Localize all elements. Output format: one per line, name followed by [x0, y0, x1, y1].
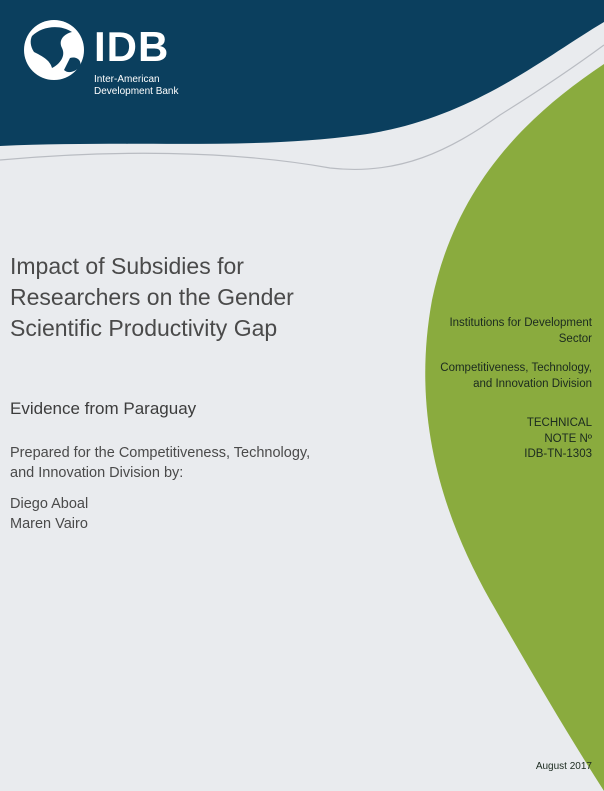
- technical-note-line: IDB-TN-1303: [524, 448, 592, 460]
- organization-name: [94, 74, 179, 98]
- idb-globe-icon: [20, 18, 90, 82]
- division-label-line: and Innovation Division: [473, 377, 592, 390]
- navy-header-band: [0, 0, 604, 146]
- publication-date: August 2017: [535, 761, 592, 772]
- division-label-line: Competitiveness, Technology,: [440, 362, 592, 374]
- document-title: Impact of Subsidies for Researchers on the Gender Scientific Productivity Gap: [10, 253, 294, 341]
- technical-note-line: TECHNICAL: [526, 417, 592, 429]
- sector-label-line: Sector: [558, 332, 592, 345]
- organization-name-line: Development Bank: [94, 86, 179, 97]
- author-name: Diego Aboal: [10, 496, 89, 512]
- author-name: Maren Vairo: [10, 516, 88, 532]
- document-subtitle: Evidence from Paraguay: [10, 399, 197, 418]
- prepared-for-statement: Prepared for the Competitiveness, Technology, and Innovation Division by:: [10, 445, 311, 481]
- author-list: [10, 494, 88, 534]
- division-label: [392, 361, 592, 392]
- organization-name-line: Inter-American: [94, 74, 160, 85]
- sector-label-line: Institutions for Development: [449, 317, 592, 329]
- technical-note-number: [392, 416, 592, 463]
- idb-logo-text: IDB: [94, 23, 170, 70]
- sector-label: [392, 316, 592, 347]
- technical-note-line: NOTE Nº: [544, 432, 592, 445]
